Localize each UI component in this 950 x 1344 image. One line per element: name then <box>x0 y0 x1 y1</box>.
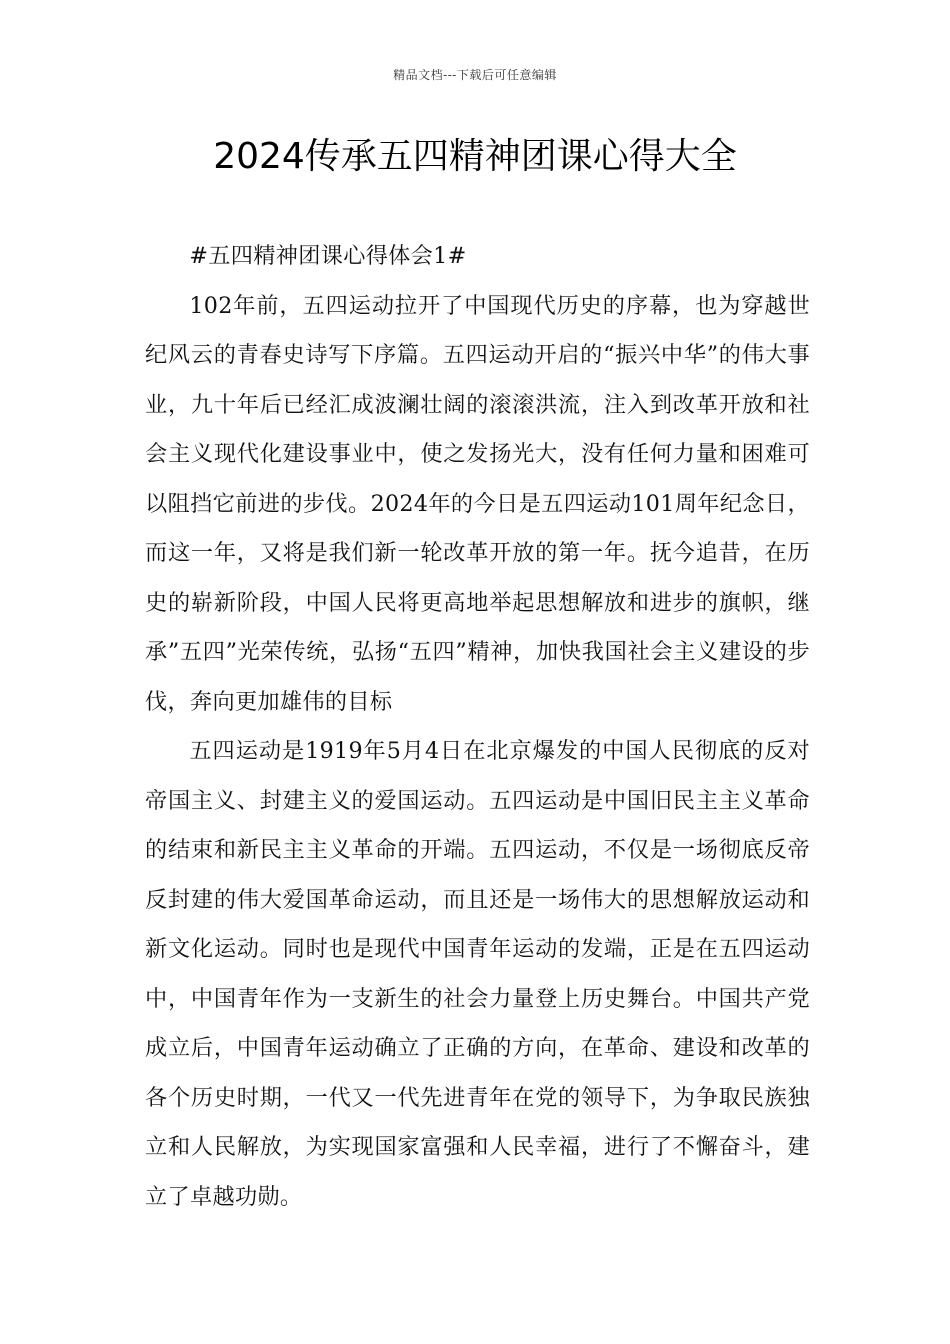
page-title: 2024传承五四精神团课心得大全 <box>213 136 737 177</box>
section-heading: #五四精神团课心得体会1# <box>189 243 467 269</box>
header-note: 精品文档---下载后可任意编辑 <box>393 68 557 82</box>
paragraph-2: 五四运动是1919年5月4日在北京爆发的中国人民彻底的反对帝国主义、封建主义的爱国运动。五四运动是中国旧民主主义革命的结束和新民主主义革命的开端。五四运动，不仅是一场彻底反帝反封建的伟大爱国革命运动，而且还是一场伟大的思想解放运动和新文化运动。同时也是现代中国青年运动的发端，正是在五四运动中，中国青年作为一支新生的社会力量登上历史舞台。中国共产党成立后，中国青年运动确立了正确的方向，在革命、建设和改革的各个历史时期，一代又一代先进青年在党的领导下，为争取民族独立和人民解放，为实现国家富强和人民幸福，进行了不懈奋斗，建立了卓越功勋。 <box>145 738 810 1210</box>
paragraph-1: 102年前，五四运动拉开了中国现代历史的序幕，也为穿越世纪风云的青春史诗写下序篇。五四运动开启的“振兴中华”的伟大事业，九十年后已经汇成波澜壮阔的滚滚洪流，注入到改革开放和社会主义现代化建设事业中，使之发扬光大，没有任何力量和困难可以阻挡它前进的步伐。2024年的今日是五四运动101周年纪念日，而这一年，又将是我们新一轮改革开放的第一年。抚今追昔，在历史的崭新阶段，中国人民将更高地举起思想解放和进步的旗帜，继承”五四”光荣传统，弘扬“五四”精神，加快我国社会主义建设的步伐，奔向更加雄伟的目标 <box>145 292 810 715</box>
document-body <box>145 232 810 1222</box>
